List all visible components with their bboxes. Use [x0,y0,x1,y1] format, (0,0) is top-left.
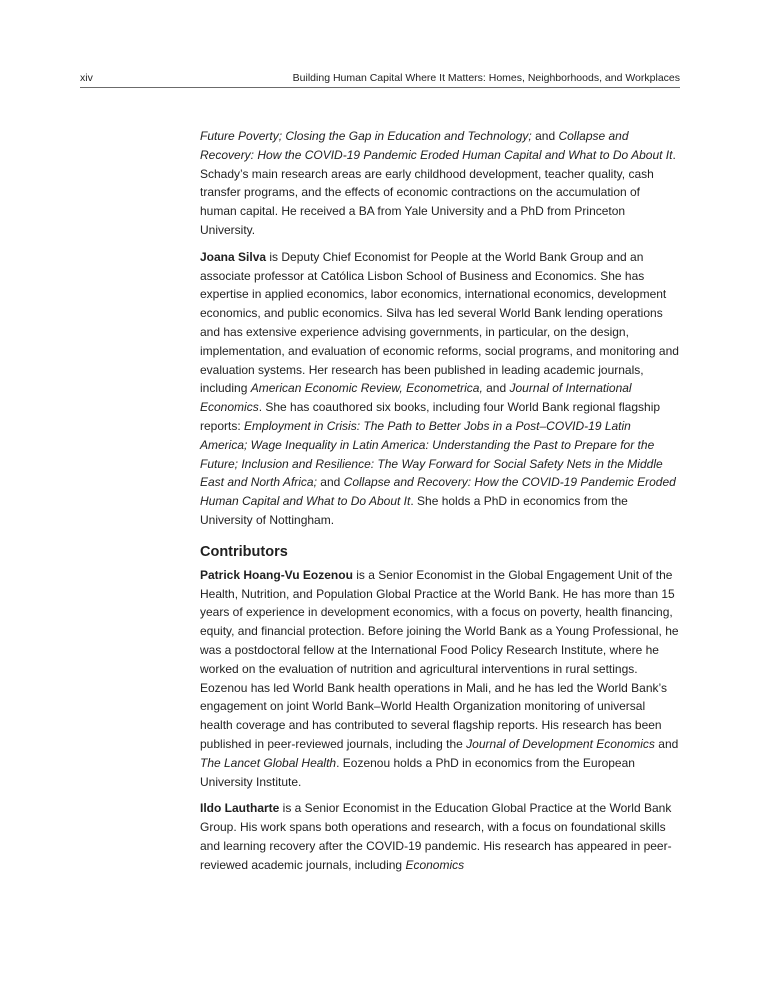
italic-text: Economics [405,857,465,872]
text-run: . Schady’s main research areas are early childhood development, teacher quality, cash transfer programs, and the effects of economic contractions on the accumulation of human capital. He received a BA from Yale University and a PhD from Princeton University. [200,147,676,237]
text-run: and [654,736,679,751]
italic-text: Collapse and Recovery: How the COVID-19 Pandemic Eroded Human Capital and What to Do About It [200,129,673,162]
italic-text: American Economic Review, Econometrica, [250,381,483,396]
book-title: Building Human Capital Where It Matters: Homes, Neighborhoods, and Workplaces [292,72,680,84]
text-run: and [531,129,559,143]
page-body [200,127,680,882]
bio-silva [200,248,680,530]
bio-schady-continued [200,127,680,240]
bio-eozenou [200,566,680,792]
page-number: xiv [80,72,93,84]
author-name-silva: Joana Silva [200,249,267,264]
text-run: and [482,381,510,396]
italic-text: Collapse and Recovery: How the COVID-19 Pandemic Eroded Human Capital and What to Do About It [200,475,676,509]
text-run: . She has coauthored six books, including four World Bank regional flagship reports: [200,400,661,433]
text-run: is Deputy Chief Economist for People at the World Bank Group and an associate professor at Católica Lisbon School of Business and Economics. She has expertise in applied economics, labor economics, international economics, development economics, and public economics. Silva has led several World Bank lending operations and has extensive experience advising governments, in particular, on the design, implementation, and evaluation of economic reforms, social programs, and monitoring and evaluation systems. Her research has been published in leading academic journals, including [200,249,679,396]
text-run: is a Senior Economist in the Education Global Practice at the World Bank Group. His work spans both operations and research, with a focus on foundational skills and learning recovery after the COVID-19 pandemic. His research has appeared in peer-reviewed academic journals, including [200,801,672,872]
text-run: . Eozenou holds a PhD in economics from the European University Institute. [200,755,635,789]
italic-text: Employment in Crisis: The Path to Better Jobs in a Post–COVID-19 Latin America; Wage Inequality in Latin America: Understanding the Past to Prepare for the Future; Inclusion and Resilience: The Way Forward for Social Safety Nets in the Middle East and North Africa; [200,418,663,490]
author-name-eozenou: Patrick Hoang-Vu Eozenou [200,567,353,582]
italic-text: The Lancet Global Health [200,755,337,770]
author-name-lautharte: Ildo Lautharte [200,801,280,816]
bio-lautharte [200,799,680,874]
text-run: and [316,475,344,490]
text-run: is a Senior Economist in the Global Engagement Unit of the Health, Nutrition, and Population Global Practice at the World Bank. He has more than 15 years of experience in development economics, with a focus on poverty, health financing, equity, and financial protection. Before joining the World Bank as a Young Professional, he was a postdoctoral fellow at the International Food Policy Research Institute, where he worked on the evaluation of nutrition and agricultural interventions in rural settings. Eozenou has led World Bank health operations in Mali, and he has led the World Bank’s engagement on joint World Bank–World Health Organization monitoring of universal health coverage and has contributed to several flagship reports. His research has been published in peer-reviewed journals, including the [200,567,679,751]
italic-text: Journal of Development Economics [466,736,655,751]
italic-text: Journal of International Economics [200,381,632,415]
text-run: . She holds a PhD in economics from the University of Nottingham. [200,494,628,527]
contributors-heading: Contributors [200,543,288,560]
italic-text: Future Poverty; Closing the Gap in Education and Technology; [200,129,532,143]
running-head [80,71,680,88]
